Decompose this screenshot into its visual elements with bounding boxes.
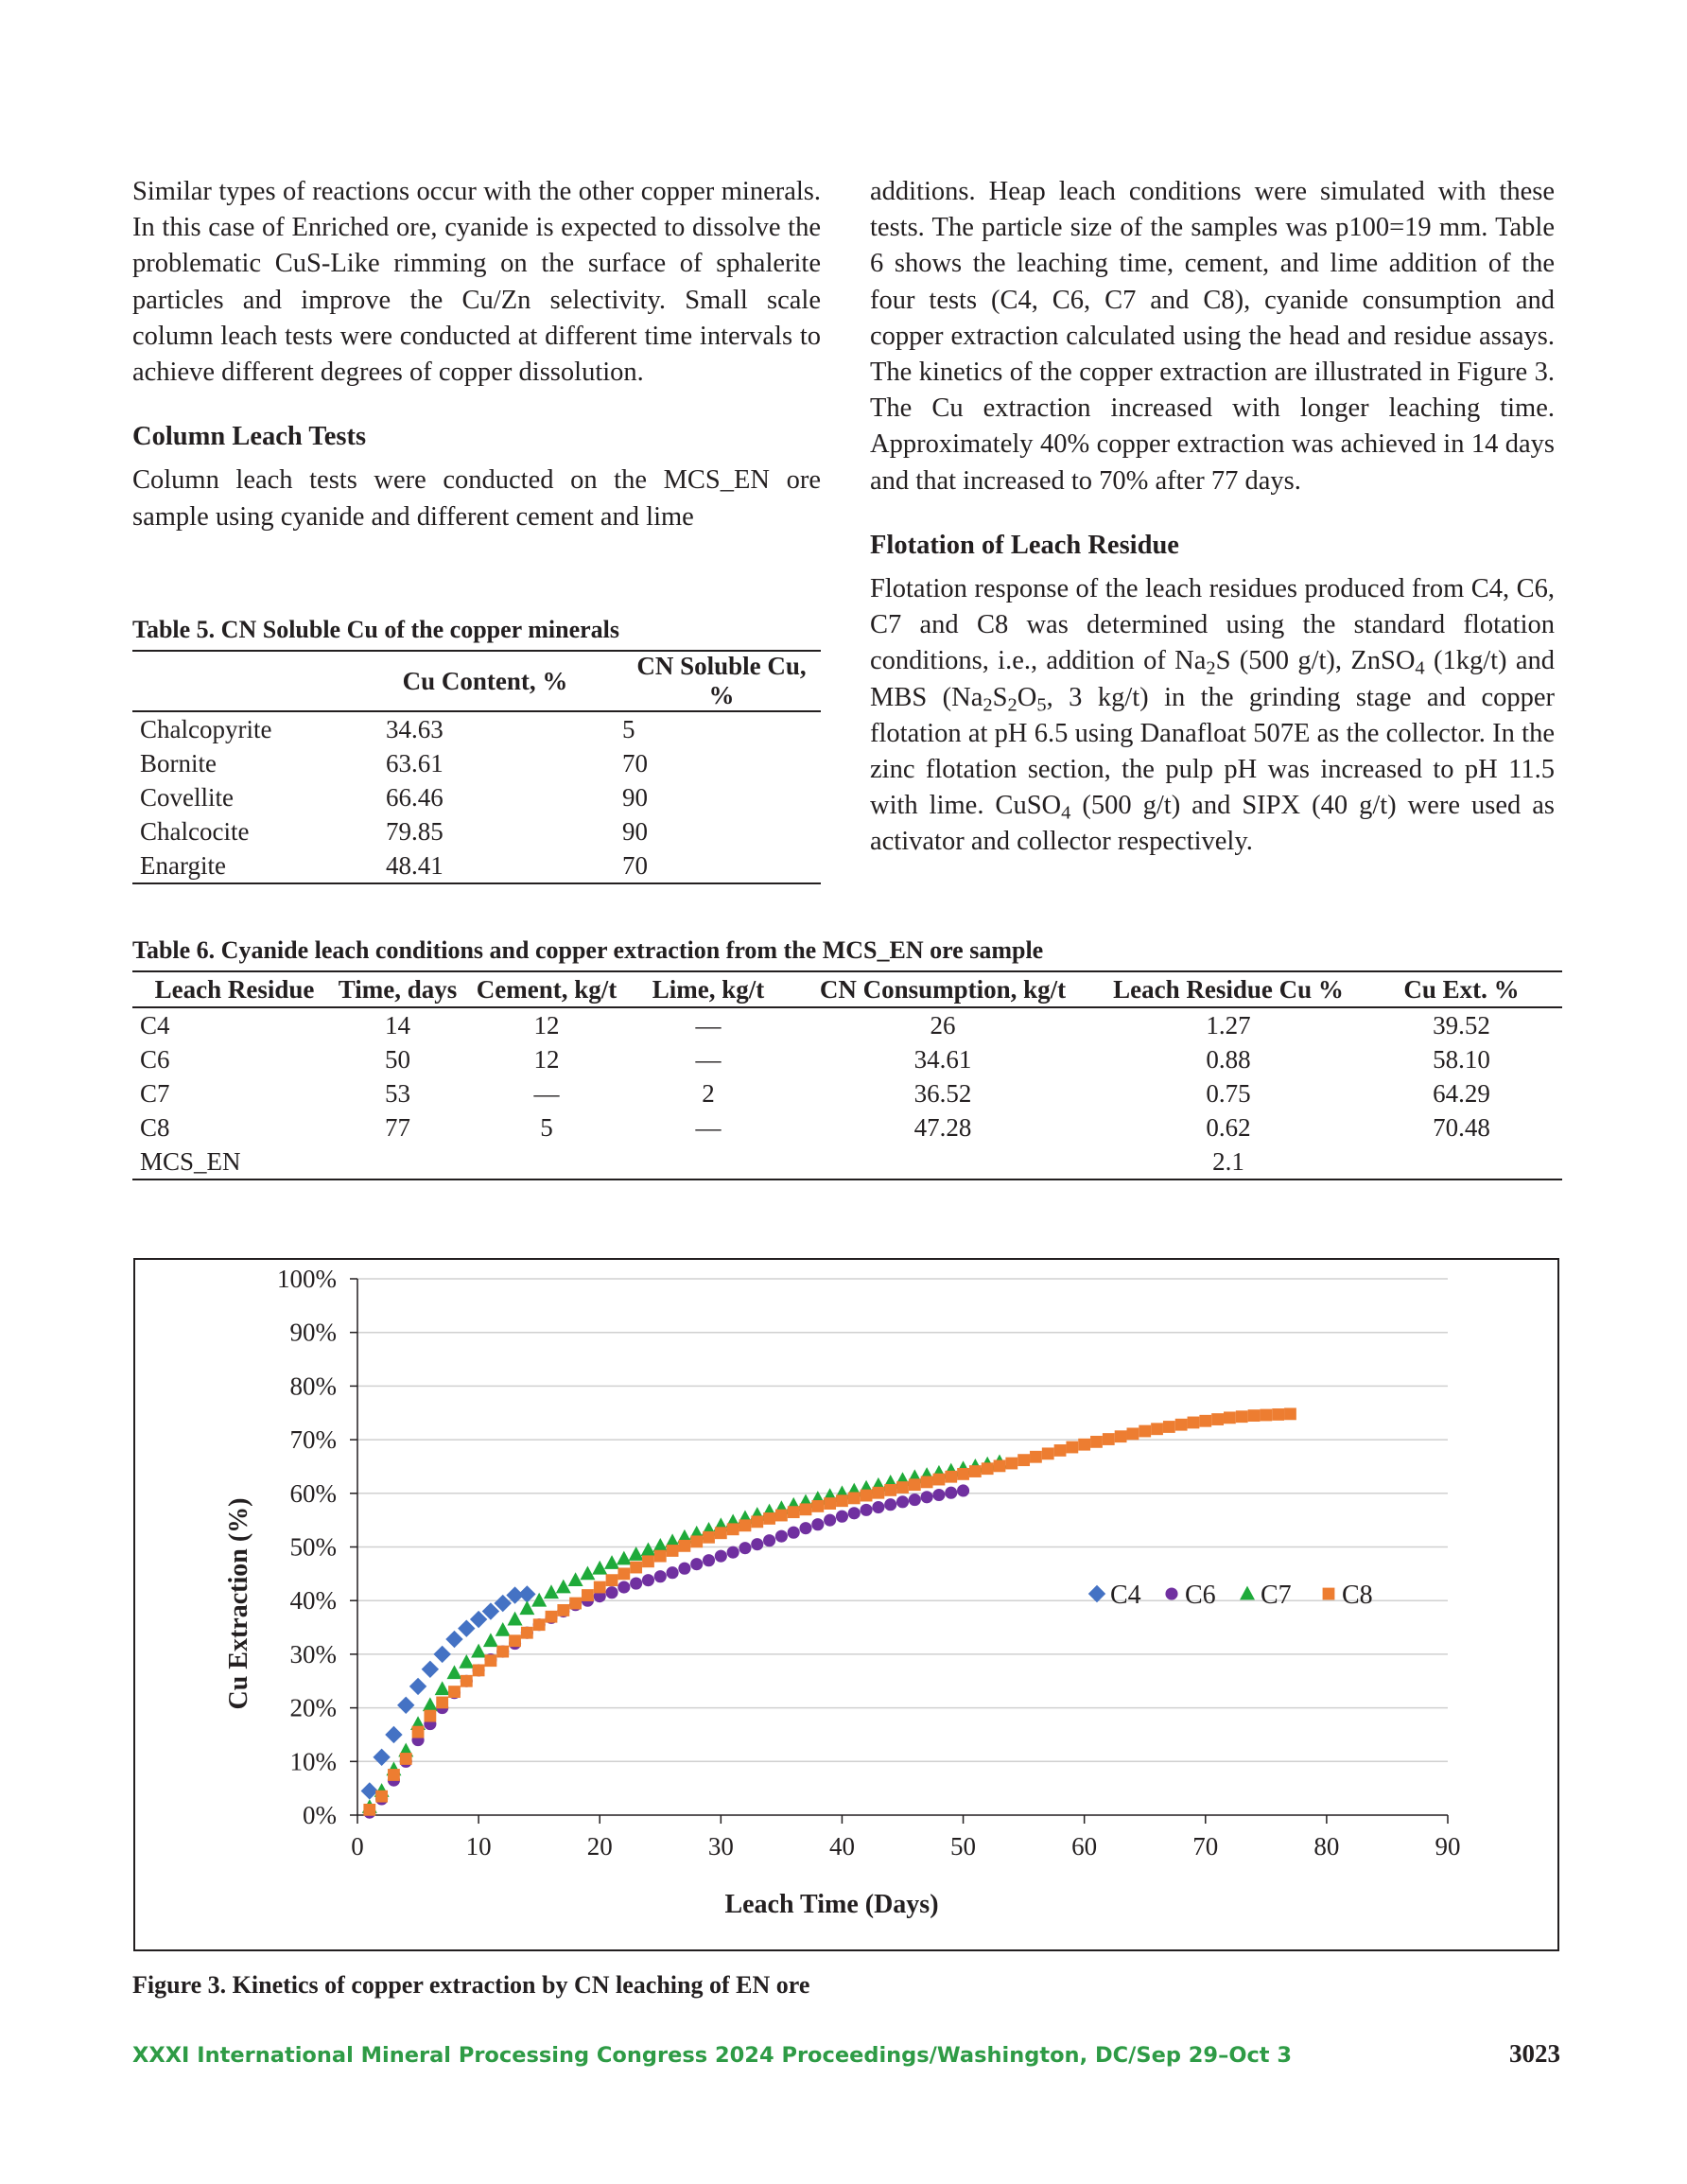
x-tick-label: 90 bbox=[1435, 1832, 1461, 1861]
table6-cell: 0.75 bbox=[1206, 1078, 1251, 1108]
data-point-c6 bbox=[945, 1487, 957, 1499]
table6-cell: C6 bbox=[140, 1044, 170, 1074]
data-point-c8 bbox=[388, 1769, 400, 1781]
data-point-c6 bbox=[848, 1507, 861, 1519]
data-point-c4 bbox=[422, 1661, 439, 1678]
legend-label-c4: C4 bbox=[1110, 1581, 1141, 1610]
data-point-c6 bbox=[932, 1489, 945, 1501]
data-point-c8 bbox=[642, 1555, 654, 1567]
table5-cell: 34.63 bbox=[386, 714, 443, 743]
data-point-c8 bbox=[1078, 1439, 1090, 1451]
data-point-c8 bbox=[1211, 1413, 1224, 1425]
table6-cell: 5 bbox=[540, 1112, 553, 1142]
data-point-c8 bbox=[1199, 1415, 1211, 1427]
x-tick-label: 60 bbox=[1071, 1832, 1098, 1861]
table6-cell: 58.10 bbox=[1433, 1044, 1490, 1074]
data-point-c8 bbox=[1066, 1441, 1078, 1454]
data-point-c8 bbox=[1139, 1425, 1151, 1438]
data-point-c8 bbox=[775, 1510, 788, 1522]
x-tick-label: 20 bbox=[586, 1832, 613, 1861]
data-point-c8 bbox=[496, 1646, 509, 1658]
y-axis-label: Cu Extraction (%) bbox=[224, 1497, 253, 1710]
data-point-c8 bbox=[667, 1545, 679, 1557]
table5-cell: 5 bbox=[622, 714, 635, 743]
table5-cell: Bornite bbox=[140, 748, 217, 778]
data-point-c7 bbox=[604, 1555, 619, 1569]
data-point-c8 bbox=[909, 1478, 921, 1491]
y-tick-label: 60% bbox=[289, 1478, 337, 1508]
legend-marker-c6 bbox=[1165, 1587, 1177, 1599]
table6-caption: Table 6. Cyanide leach conditions and copper extraction from the MCS_EN ore sample bbox=[132, 936, 1044, 964]
paragraph: Similar types of reactions occur with the other copper minerals. In this case of Enriched ore, cyanide is expected to dissolve the problematic CuS-Like rimming on the surface of sphalerite particles and improve the Cu/Zn selectivity. Small scale column leach tests were conducted at different time intervals to achieve different degrees of copper dissolution. bbox=[132, 177, 821, 388]
data-point-c6 bbox=[884, 1498, 896, 1511]
data-point-c6 bbox=[678, 1563, 690, 1575]
data-point-c6 bbox=[727, 1546, 739, 1559]
data-point-c8 bbox=[836, 1494, 848, 1507]
data-point-c8 bbox=[811, 1500, 824, 1512]
data-point-c4 bbox=[409, 1678, 426, 1695]
table-row bbox=[132, 1110, 1562, 1144]
data-point-c4 bbox=[385, 1726, 402, 1743]
data-point-c6 bbox=[861, 1504, 873, 1516]
data-point-c8 bbox=[582, 1589, 594, 1601]
table6-cell: C7 bbox=[140, 1078, 170, 1108]
table6-cell: 14 bbox=[385, 1010, 410, 1040]
table6-header-cell: Cu Ext. % bbox=[1361, 971, 1562, 1007]
x-tick-label: 10 bbox=[465, 1832, 492, 1861]
data-point-c6 bbox=[896, 1495, 909, 1508]
table5-header-cell: Cu Content, % bbox=[386, 651, 584, 711]
data-point-c8 bbox=[521, 1627, 533, 1639]
data-point-c6 bbox=[739, 1542, 751, 1554]
y-tick-label: 30% bbox=[289, 1639, 337, 1669]
data-point-c8 bbox=[703, 1531, 715, 1544]
table5-caption: Table 5. CN Soluble Cu of the copper minerals bbox=[132, 616, 619, 643]
table5-cell: Covellite bbox=[140, 782, 234, 812]
table6-cell: 12 bbox=[533, 1044, 560, 1074]
data-point-c6 bbox=[667, 1566, 679, 1579]
data-point-c7 bbox=[592, 1561, 607, 1575]
data-point-c7 bbox=[519, 1600, 534, 1615]
data-point-c8 bbox=[884, 1484, 896, 1496]
table6-cell: 0.88 bbox=[1206, 1044, 1251, 1074]
table-row bbox=[132, 780, 821, 814]
data-point-c6 bbox=[703, 1554, 715, 1566]
table6-header-cell: CN Consumption, kg/t bbox=[790, 971, 1096, 1007]
table6-cell: — bbox=[533, 1078, 560, 1108]
legend-marker-c4 bbox=[1088, 1585, 1105, 1602]
table6-cell: 1.27 bbox=[1206, 1010, 1251, 1040]
data-point-c8 bbox=[363, 1804, 375, 1816]
data-point-c6 bbox=[788, 1527, 800, 1539]
right-text-column bbox=[870, 174, 1555, 861]
table5-cell: 90 bbox=[622, 782, 648, 812]
data-point-c8 bbox=[872, 1487, 884, 1499]
table-row bbox=[132, 1007, 1562, 1042]
table6-cell: C8 bbox=[140, 1112, 170, 1142]
data-point-c8 bbox=[533, 1618, 546, 1631]
data-point-c8 bbox=[1005, 1458, 1017, 1470]
table5-cell: 70 bbox=[622, 748, 648, 778]
footer-conference: XXXI International Mineral Processing Congress 2024 Proceedings/Washington, DC/Sep 29–Oct 3 bbox=[132, 2043, 1293, 2068]
table6-cell: MCS_EN bbox=[132, 1144, 329, 1179]
data-point-c8 bbox=[1103, 1433, 1115, 1445]
data-point-c8 bbox=[1175, 1419, 1188, 1431]
y-tick-label: 50% bbox=[289, 1532, 337, 1562]
data-point-c8 bbox=[606, 1574, 618, 1586]
paragraph: additions. Heap leach conditions were simulated with these tests. The particle size of the samples was p100=19 mm. Table 6 shows the leaching time, cement, and lime addition of the four tests (C4, C6, C7 and C8), cyanide consumption and copper extraction calculated using the head and residue assays. The kinetics of the copper extraction are illustrated in Figure 3. The Cu extraction increased with longer leaching time. Approximately 40% copper extraction was achieved in 14 days and that increased to 70% after 77 days. bbox=[870, 177, 1555, 496]
data-point-c8 bbox=[485, 1654, 497, 1667]
data-point-c8 bbox=[424, 1710, 436, 1722]
data-point-c8 bbox=[945, 1471, 957, 1483]
x-tick-label: 50 bbox=[950, 1832, 977, 1861]
data-point-c8 bbox=[375, 1791, 388, 1803]
data-point-c8 bbox=[1151, 1423, 1163, 1435]
data-point-c6 bbox=[630, 1577, 642, 1589]
data-point-c8 bbox=[727, 1523, 739, 1535]
data-point-c8 bbox=[921, 1476, 933, 1488]
data-point-c8 bbox=[715, 1527, 727, 1539]
data-point-c7 bbox=[629, 1546, 644, 1561]
data-point-c6 bbox=[909, 1494, 921, 1506]
data-point-c8 bbox=[557, 1604, 569, 1616]
data-point-c6 bbox=[799, 1522, 811, 1534]
table6-cell: 34.61 bbox=[913, 1044, 972, 1074]
data-point-c7 bbox=[640, 1543, 655, 1557]
table5-cell: Enargite bbox=[132, 848, 386, 883]
table6-cell: 50 bbox=[385, 1044, 410, 1074]
table5-cell: 70 bbox=[584, 848, 821, 883]
table6-header-cell: Cement, kg/t bbox=[466, 971, 627, 1007]
table5-cell: 79.85 bbox=[386, 816, 443, 846]
data-point-c8 bbox=[654, 1550, 667, 1563]
data-point-c8 bbox=[1248, 1409, 1261, 1422]
data-point-c8 bbox=[1127, 1427, 1139, 1440]
data-point-c8 bbox=[1188, 1417, 1200, 1429]
data-point-c6 bbox=[642, 1574, 654, 1586]
table5-header-cell: CN Soluble Cu, % bbox=[584, 651, 821, 711]
data-point-c8 bbox=[1260, 1409, 1272, 1422]
table5-cell: Chalcopyrite bbox=[140, 714, 272, 743]
data-point-c6 bbox=[824, 1514, 836, 1527]
data-point-c8 bbox=[739, 1519, 752, 1531]
data-point-c6 bbox=[617, 1581, 630, 1593]
table6-cell: 36.52 bbox=[913, 1078, 972, 1108]
data-point-c8 bbox=[800, 1503, 812, 1515]
figure-caption: Figure 3. Kinetics of copper extraction by CN leaching of EN ore bbox=[132, 1971, 810, 1999]
table6-cell: 64.29 bbox=[1433, 1078, 1490, 1108]
data-point-c7 bbox=[580, 1565, 595, 1580]
figure3-frame bbox=[133, 1258, 1559, 1951]
x-axis-label: Leach Time (Days) bbox=[724, 1890, 939, 1919]
data-point-c7 bbox=[423, 1697, 438, 1711]
data-point-c7 bbox=[617, 1551, 632, 1565]
data-point-c4 bbox=[458, 1619, 475, 1636]
y-tick-label: 40% bbox=[289, 1586, 337, 1616]
data-point-c6 bbox=[751, 1538, 763, 1550]
data-point-c6 bbox=[690, 1558, 703, 1570]
table5-cell: 66.46 bbox=[386, 782, 443, 812]
data-point-c8 bbox=[509, 1634, 521, 1647]
data-point-c8 bbox=[679, 1540, 691, 1552]
data-point-c8 bbox=[848, 1493, 861, 1505]
table-row bbox=[132, 1144, 1562, 1179]
table-row bbox=[132, 1076, 1562, 1110]
data-point-c8 bbox=[763, 1512, 775, 1525]
data-point-c8 bbox=[436, 1697, 448, 1709]
data-point-c8 bbox=[1163, 1421, 1175, 1433]
data-point-c8 bbox=[630, 1562, 642, 1574]
table5-cell: Chalcocite bbox=[140, 816, 250, 846]
table6-cell: 26 bbox=[930, 1010, 956, 1040]
data-point-c6 bbox=[872, 1501, 884, 1513]
table6 bbox=[132, 970, 1562, 1180]
data-point-c6 bbox=[836, 1511, 848, 1523]
data-point-c8 bbox=[1042, 1447, 1054, 1459]
data-point-c8 bbox=[751, 1515, 763, 1528]
x-tick-label: 40 bbox=[828, 1832, 855, 1861]
table6-cell: 47.28 bbox=[913, 1112, 972, 1142]
data-point-c6 bbox=[654, 1570, 667, 1582]
section-heading: Column Leach Tests bbox=[132, 422, 367, 452]
paragraph: Flotation response of the leach residues produced from C4, C6, C7 and C8 was determined using the standard flotation conditions, i.e., addition of $Na_2S$ (500 g/t), ZnSO$_4$ (1kg/t) and MBS ($Na_2S_2O_5$, 3 kg/t) in the grinding stage and copper flotation at pH 6.5 using Danafloat 507E as the collector. In the zinc flotation section, the pulp pH was increased to pH 11.5 with lime. CuSO$_4$ (500 g/t) and SIPX (40 g/t) were used as activator and collector respectively. bbox=[870, 574, 1555, 857]
cu-extraction-chart bbox=[135, 1260, 1557, 1949]
x-tick-label: 30 bbox=[707, 1832, 734, 1861]
data-point-c8 bbox=[969, 1465, 982, 1477]
data-point-c6 bbox=[957, 1484, 969, 1496]
data-point-c8 bbox=[933, 1474, 946, 1486]
table6-cell: 2 bbox=[702, 1078, 715, 1108]
table6-cell bbox=[790, 1144, 1096, 1179]
table6-cell: 39.52 bbox=[1433, 1010, 1490, 1040]
data-point-c8 bbox=[788, 1506, 800, 1518]
y-tick-label: 10% bbox=[289, 1747, 337, 1776]
data-point-c8 bbox=[1030, 1451, 1042, 1463]
table6-cell: 12 bbox=[533, 1010, 560, 1040]
data-point-c8 bbox=[690, 1535, 703, 1547]
data-point-c8 bbox=[896, 1481, 909, 1494]
data-point-c7 bbox=[652, 1538, 668, 1552]
data-point-c8 bbox=[1272, 1408, 1284, 1421]
data-point-c6 bbox=[811, 1518, 824, 1530]
data-point-c8 bbox=[1284, 1407, 1296, 1420]
table5 bbox=[132, 650, 821, 884]
y-tick-label: 20% bbox=[289, 1693, 337, 1722]
table5-header-cell bbox=[132, 651, 386, 711]
section-heading: Flotation of Leach Residue bbox=[870, 530, 1179, 560]
table6-header-cell: Leach Residue Cu % bbox=[1096, 971, 1361, 1007]
data-point-c8 bbox=[412, 1726, 425, 1738]
table6-cell: — bbox=[695, 1044, 722, 1074]
table6-cell: C4 bbox=[140, 1010, 170, 1040]
data-point-c8 bbox=[957, 1468, 969, 1480]
legend-marker-c8 bbox=[1323, 1588, 1335, 1600]
data-point-c8 bbox=[1017, 1454, 1030, 1466]
data-point-c4 bbox=[433, 1646, 450, 1663]
data-point-c8 bbox=[594, 1581, 606, 1594]
table6-header-cell: Lime, kg/t bbox=[627, 971, 790, 1007]
data-point-c8 bbox=[1054, 1444, 1067, 1457]
data-point-c4 bbox=[397, 1697, 414, 1714]
x-tick-label: 70 bbox=[1192, 1832, 1219, 1861]
legend-label-c8: C8 bbox=[1342, 1581, 1373, 1610]
data-point-c8 bbox=[448, 1686, 461, 1698]
table6-cell bbox=[627, 1144, 790, 1179]
data-point-c6 bbox=[715, 1550, 727, 1563]
data-point-c8 bbox=[473, 1665, 485, 1677]
data-point-c7 bbox=[544, 1584, 559, 1599]
x-tick-label: 0 bbox=[351, 1832, 364, 1861]
data-point-c8 bbox=[861, 1490, 873, 1502]
table6-cell bbox=[329, 1144, 466, 1179]
data-point-c8 bbox=[461, 1675, 473, 1687]
table5-cell: 63.61 bbox=[386, 748, 443, 778]
table6-cell: 53 bbox=[385, 1078, 410, 1108]
data-point-c6 bbox=[921, 1491, 933, 1503]
table-row bbox=[132, 814, 821, 848]
data-point-c8 bbox=[617, 1567, 630, 1580]
data-point-c7 bbox=[435, 1681, 450, 1695]
y-tick-label: 80% bbox=[289, 1372, 337, 1401]
data-point-c8 bbox=[982, 1462, 994, 1475]
y-tick-label: 100% bbox=[277, 1265, 337, 1293]
table5-cell: 90 bbox=[622, 816, 648, 846]
table6-cell: 70.48 bbox=[1433, 1112, 1490, 1142]
table5-cell: 48.41 bbox=[386, 848, 584, 883]
data-point-c8 bbox=[546, 1611, 558, 1623]
y-tick-label: 70% bbox=[289, 1425, 337, 1455]
data-point-c8 bbox=[1236, 1410, 1248, 1423]
left-text-column bbox=[132, 174, 821, 535]
table6-header-cell: Time, days bbox=[329, 971, 466, 1007]
data-point-c8 bbox=[400, 1753, 412, 1765]
data-point-c6 bbox=[775, 1530, 788, 1543]
legend-label-c7: C7 bbox=[1261, 1581, 1292, 1610]
table-row bbox=[132, 848, 821, 883]
table6-cell: — bbox=[695, 1112, 722, 1142]
data-point-c8 bbox=[824, 1497, 836, 1510]
table-row bbox=[132, 1042, 1562, 1076]
x-tick-label: 80 bbox=[1313, 1832, 1340, 1861]
table6-cell: 0.62 bbox=[1206, 1112, 1251, 1142]
data-point-c6 bbox=[605, 1586, 617, 1599]
table6-header-cell: Leach Residue bbox=[132, 971, 329, 1007]
data-point-c8 bbox=[1115, 1430, 1127, 1442]
table6-cell: 77 bbox=[385, 1112, 410, 1142]
table-row bbox=[132, 746, 821, 780]
data-point-c4 bbox=[445, 1631, 462, 1648]
paragraph: Column leach tests were conducted on the MCS_EN ore sample using cyanide and different cement and lime bbox=[132, 465, 821, 532]
y-tick-label: 90% bbox=[289, 1318, 337, 1347]
data-point-c8 bbox=[1224, 1411, 1236, 1424]
data-point-c6 bbox=[763, 1534, 775, 1546]
table6-cell bbox=[1361, 1144, 1562, 1179]
legend-label-c6: C6 bbox=[1185, 1581, 1216, 1610]
data-point-c8 bbox=[569, 1598, 582, 1610]
table6-cell: 2.1 bbox=[1096, 1144, 1361, 1179]
legend-marker-c7 bbox=[1240, 1586, 1255, 1600]
data-point-c4 bbox=[373, 1749, 390, 1766]
table6-cell bbox=[466, 1144, 627, 1179]
y-tick-label: 0% bbox=[303, 1801, 337, 1829]
table-row bbox=[132, 711, 821, 746]
data-point-c8 bbox=[1090, 1436, 1103, 1448]
data-point-c8 bbox=[994, 1459, 1006, 1472]
page-number: 3023 bbox=[1509, 2039, 1560, 2068]
table6-cell: — bbox=[695, 1010, 722, 1040]
